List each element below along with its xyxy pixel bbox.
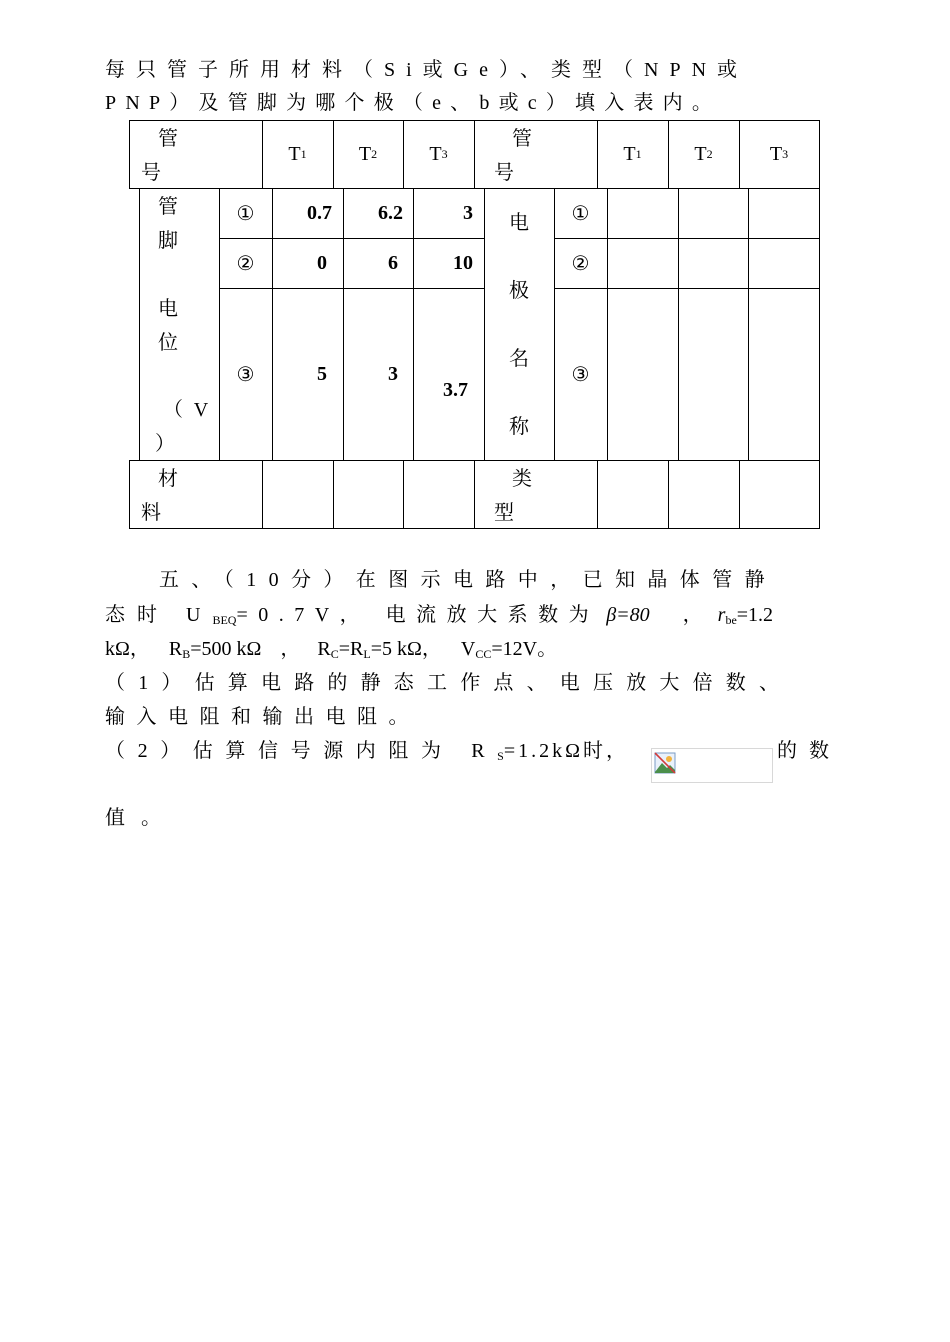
rs-subscript: S [497, 749, 504, 763]
electrode-label-1: 电 [509, 212, 529, 234]
section5-q1-line-1 [105, 668, 792, 698]
electrode-label-2: 极 [509, 280, 529, 302]
value-r1-t2: 6.2 [378, 201, 403, 224]
comma-2: ， [280, 638, 301, 660]
vcc-subscript: CC [475, 647, 492, 661]
section5-line-3 [105, 634, 557, 664]
pin-label-7: ） [155, 433, 175, 455]
q1-line-2-text: 输入电阻和输出电阻。 [105, 706, 420, 728]
rbe-value: =1.2 [736, 604, 774, 626]
beta-value: β=80 [606, 604, 650, 626]
ubeq-subscript: BEQ [212, 613, 237, 627]
section5-q1-line-2 [105, 702, 420, 732]
value-r2-t2: 6 [388, 251, 398, 274]
intro-line-2-text: PNP）及管脚为哪个极（e、b或c）填入表内。 [105, 92, 722, 114]
section5-q2-end [105, 803, 177, 833]
tube-label-top-right: 管 [512, 128, 532, 150]
q1-line-1-text: （1）估算电路的静态工作点、电压放大倍数、 [105, 672, 793, 694]
value-r1-t1: 0.7 [307, 201, 332, 224]
header-t3-right: T 3 [769, 142, 789, 165]
broken-image-placeholder [651, 748, 773, 783]
pin-number-3-left: ③ [236, 363, 255, 386]
tube-label-bottom-left: 号 [141, 162, 161, 184]
header-t2-left: T 2 [358, 142, 378, 165]
value-r2-t3: 10 [453, 251, 473, 274]
header-t3-left: T 3 [429, 142, 448, 165]
pin-number-1-left: ① [236, 202, 255, 225]
intro-line-1-text: 每只管子所用材料（Si或Ge）、类型（NPN或 [105, 59, 749, 81]
intro-line-2 [105, 88, 721, 118]
rc-r: R [317, 638, 331, 660]
pin-number-2-right: ② [571, 252, 590, 275]
intro-line-1 [105, 55, 782, 85]
material-label-2: 料 [141, 502, 161, 524]
type-label-1: 类 [512, 468, 532, 490]
electrode-label-4: 称 [509, 416, 529, 438]
type-label-2: 型 [494, 502, 514, 524]
section5-q2-line [105, 736, 629, 766]
rl-subscript: L [363, 647, 371, 661]
pin-number-1-right: ① [571, 202, 590, 225]
section5-line-1 [159, 565, 777, 595]
rb-value: =500 kΩ [190, 638, 262, 660]
section5-line-2-b: =0.7V， 电流放大系数为 [236, 604, 600, 626]
rbe-subscript: be [725, 613, 737, 627]
rbe-r: r [717, 604, 726, 626]
header-t1-left: T 1 [288, 142, 307, 165]
pin-label-6: V [193, 399, 209, 421]
kohm-text: kΩ， [105, 638, 150, 660]
header-t2-right: T 2 [694, 142, 713, 165]
section5-line-1-text: 五、（10分）在图示电路中，已知晶体管静 [159, 569, 777, 591]
rc-subscript: C [330, 647, 339, 661]
pin-number-3-right: ③ [571, 363, 590, 386]
q2-tail-text: 的数 [777, 740, 841, 762]
value-r1-t3: 3 [463, 201, 473, 224]
pin-label-3: 电 [158, 298, 178, 320]
header-t1-right: T 1 [623, 142, 642, 165]
broken-image-icon [654, 752, 676, 774]
tube-label-bottom-right: 号 [494, 162, 514, 184]
value-r2-t1: 0 [317, 251, 327, 274]
rcl-value: =5 kΩ， [370, 638, 442, 660]
rl-r: =R [338, 638, 364, 660]
pin-label-4: 位 [158, 332, 178, 354]
material-label-1: 材 [158, 468, 178, 490]
vcc-value: =12V。 [491, 638, 558, 660]
comma-1: ， [682, 604, 703, 626]
value-r3-t1: 5 [317, 362, 327, 385]
q2-tail [777, 736, 841, 766]
pin-label-5: （ [163, 399, 183, 421]
value-r3-t3: 3.7 [443, 378, 468, 401]
section5-line-2-a: 态时 U [105, 604, 213, 626]
pin-number-2-left: ② [236, 252, 255, 275]
vcc-v: V [460, 638, 476, 660]
section5-line-2 [105, 600, 773, 630]
value-r3-t2: 3 [388, 362, 398, 385]
q2-text-a: （2）估算信号源内阻为 R [105, 740, 498, 762]
rb-subscript: B [182, 647, 191, 661]
rb-r: R [168, 638, 183, 660]
pin-label-2: 脚 [158, 230, 178, 252]
pin-label-1: 管 [158, 196, 178, 218]
tube-label-top-left: 管 [158, 128, 178, 150]
q2-end-text: 值。 [105, 807, 177, 829]
q2-value: =1.2kΩ时， [503, 740, 629, 762]
electrode-label-3: 名 [509, 348, 529, 370]
